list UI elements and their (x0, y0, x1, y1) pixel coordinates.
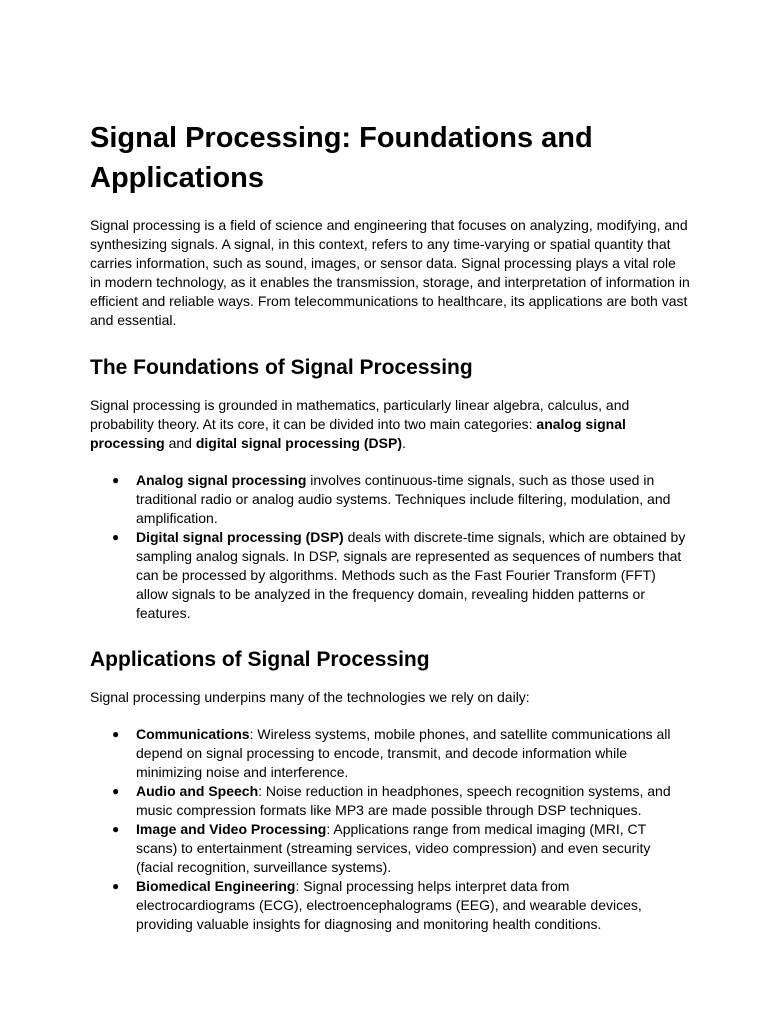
list-item (90, 820, 690, 877)
bullet-icon: ● (112, 473, 120, 487)
bullet-icon: ● (112, 822, 120, 836)
foundations-list (90, 471, 690, 623)
list-item-term: Image and Video Processing (136, 821, 327, 837)
foundations-para-start: Signal processing is grounded in mathematics, particularly linear algebra, calculus, and probability theory. At its core, it can be divided into two main categories: (90, 397, 630, 432)
bullet-icon: ● (112, 530, 120, 544)
list-item-text: : Signal processing helps interpret data from electrocardiograms (ECG), electroencephalograms (EEG), and wearable devices, providing valuable insights for diagnosing and monitoring health conditions. (136, 878, 642, 932)
list-item (90, 782, 690, 820)
foundations-para-end: . (402, 435, 406, 451)
list-item-text: deals with discrete-time signals, which are obtained by sampling analog signals. In DSP, signals are represented as sequences of numbers that can be processed by algorithms. Methods such as the Fast Fourier Transform (FFT) allow signals to be analyzed in the frequency domain, revealing hidden patterns or features. (136, 529, 686, 621)
list-item-term: Biomedical Engineering (136, 878, 296, 894)
foundations-conj: and (164, 435, 196, 451)
list-item (90, 877, 690, 934)
list-item-text: involves continuous-time signals, such as those used in traditional radio or analog audio systems. Techniques include filtering, modulation, and amplification. (136, 472, 671, 526)
list-item-term: Audio and Speech (136, 783, 259, 799)
section-heading-applications: Applications of Signal Processing (90, 648, 430, 671)
list-item-term: Digital signal processing (DSP) (136, 529, 344, 545)
list-item-text: : Applications range from medical imaging (MRI, CT scans) to entertainment (streaming services, video compression) and even security (facial recognition, surveillance systems). (136, 821, 651, 875)
applications-list (90, 725, 690, 934)
section-heading-foundations: The Foundations of Signal Processing (90, 356, 473, 379)
applications-paragraph: Signal processing underpins many of the technologies we rely on daily: (90, 689, 530, 705)
bullet-icon: ● (112, 727, 120, 741)
intro-paragraph: Signal processing is a field of science and engineering that focuses on analyzing, modifying, and synthesizing signals. A signal, in this context, refers to any time-varying or spatial quantity that carries information, such as sound, images, or sensor data. Signal processing plays a vital role in modern technology, as it enables the transmission, storage, and interpretation of information in efficient and reliable ways. From telecommunications to healthcare, its applications are both vast and essential. (90, 217, 690, 328)
foundations-term-dsp: digital signal processing (DSP) (195, 435, 402, 451)
list-item-term: Communications (136, 726, 250, 742)
bullet-icon: ● (112, 879, 120, 893)
list-item-text: : Noise reduction in headphones, speech recognition systems, and music compression formats like MP3 are made possible through DSP techniques. (136, 783, 671, 818)
document-page (90, 118, 690, 957)
bullet-icon: ● (112, 784, 120, 798)
list-item (90, 471, 690, 528)
foundations-paragraph (90, 396, 690, 453)
list-item-term: Analog signal processing (136, 472, 307, 488)
document-title: Signal Processing: Foundations and Applications (90, 122, 593, 194)
list-item (90, 528, 690, 623)
foundations-term-analog: analog signal processing (90, 416, 626, 451)
list-item-text: : Wireless systems, mobile phones, and satellite communications all depend on signal processing to encode, transmit, and decode information while minimizing noise and interference. (136, 726, 671, 780)
list-item (90, 725, 690, 782)
